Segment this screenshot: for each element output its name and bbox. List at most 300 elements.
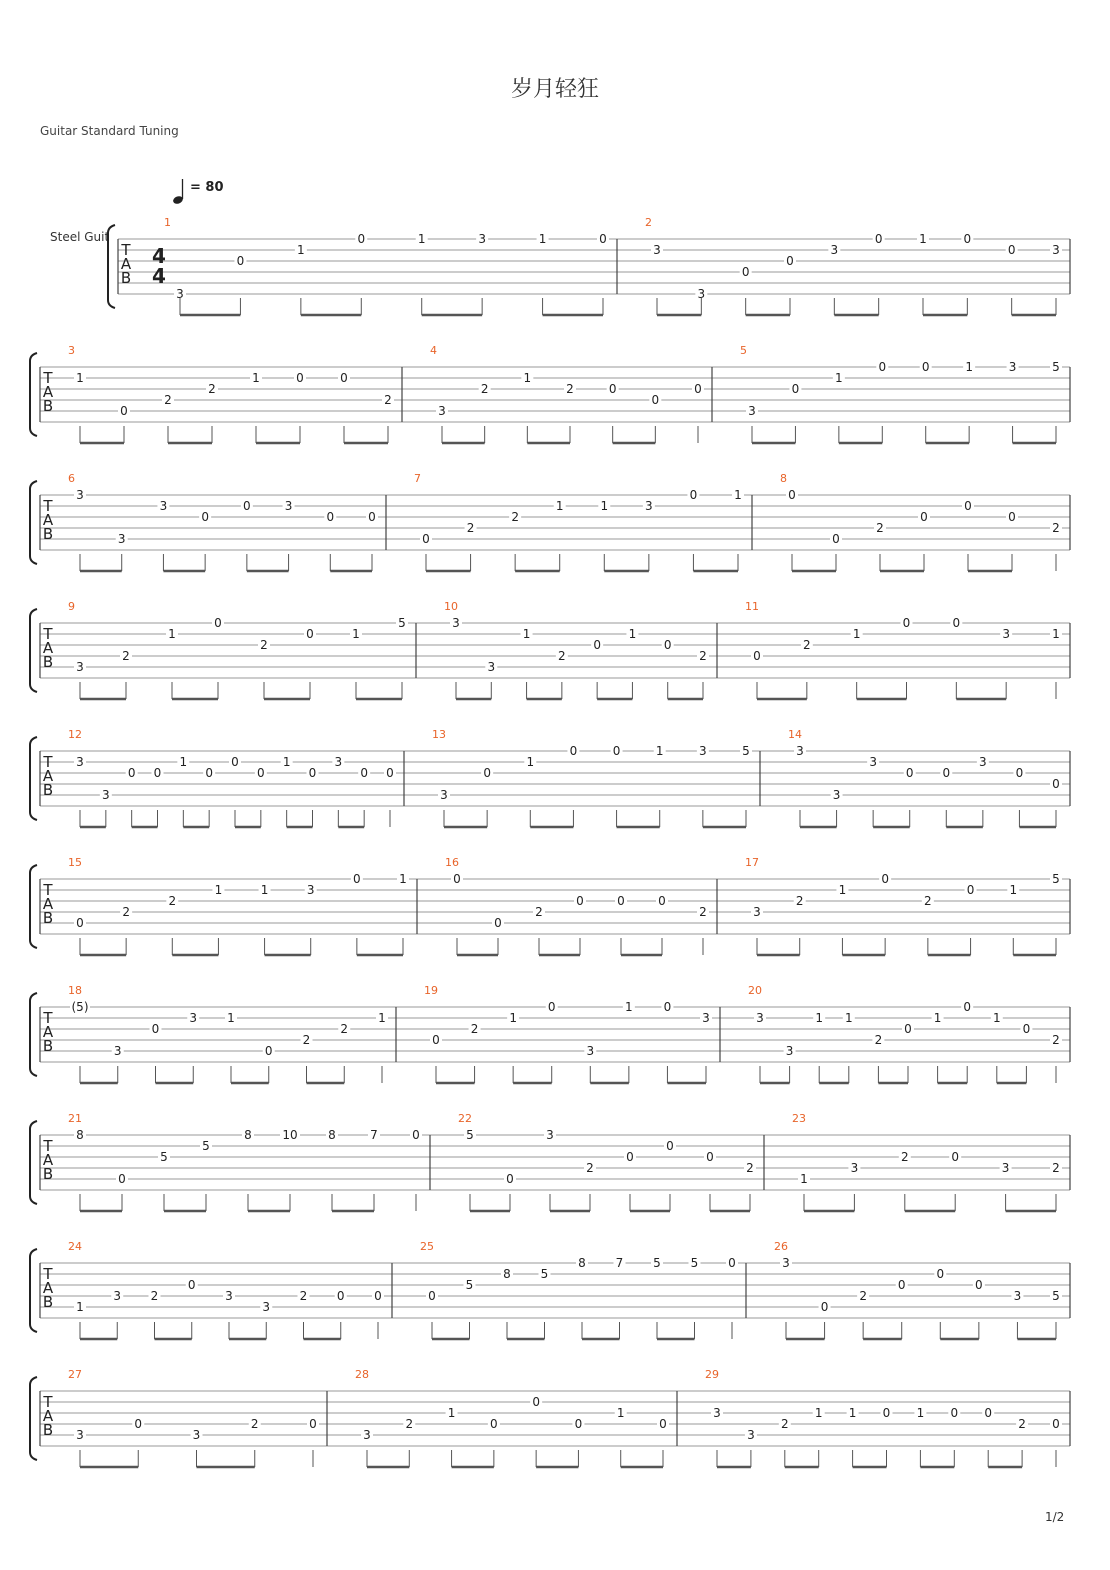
fret-number: 0 xyxy=(689,488,698,502)
tab-clef-letter: T xyxy=(43,497,53,515)
system-bracket xyxy=(30,609,37,692)
fret-number: 1 xyxy=(252,371,260,385)
measure-number: 9 xyxy=(68,600,75,613)
fret-number: 0 xyxy=(340,371,348,385)
fret-number: 0 xyxy=(494,916,502,930)
fret-number: 0 xyxy=(360,766,368,780)
measure-number: 12 xyxy=(68,728,82,741)
fret-number: 2 xyxy=(699,649,707,663)
fret-number: 3 xyxy=(189,1011,198,1025)
fret-number: 3 xyxy=(782,1256,790,1270)
fret-number: 3 xyxy=(478,232,486,246)
fret-number: 2 xyxy=(122,649,130,663)
fret-number: 3 xyxy=(159,499,168,513)
fret-number: 1 xyxy=(965,360,973,374)
fret-number: 2 xyxy=(208,382,216,396)
tab-clef-letter: B xyxy=(42,397,54,415)
fret-number: 0 xyxy=(569,744,578,758)
measure-number: 20 xyxy=(748,984,762,997)
fret-number: 2 xyxy=(558,649,566,663)
tab-clef-letter: T xyxy=(43,1137,53,1155)
fret-number: 0 xyxy=(651,393,660,407)
fret-number: 1 xyxy=(916,1406,925,1420)
fret-number: 7 xyxy=(370,1128,378,1142)
fret-number: 3 xyxy=(830,243,839,257)
measure-number: 22 xyxy=(458,1112,472,1125)
fret-number: 0 xyxy=(663,638,672,652)
measure-number: 18 xyxy=(68,984,82,997)
fret-number: 2 xyxy=(470,1022,479,1036)
fret-number: 1 xyxy=(260,883,269,897)
tab-clef-letter: A xyxy=(42,383,54,401)
fret-number: 3 xyxy=(546,1128,554,1142)
fret-number: 3 xyxy=(102,788,110,802)
fret-number: 0 xyxy=(1052,777,1060,791)
fret-number: 0 xyxy=(1008,510,1016,524)
fret-number: 0 xyxy=(309,1417,317,1431)
tab-clef-letter: A xyxy=(42,895,54,913)
page-number: 1/2 xyxy=(1045,1510,1065,1524)
measure-number: 13 xyxy=(432,728,446,741)
fret-number: 0 xyxy=(904,1022,912,1036)
fret-number: 8 xyxy=(244,1128,252,1142)
fret-number: 1 xyxy=(800,1172,808,1186)
fret-number: 0 xyxy=(706,1150,714,1164)
time-signature-top: 4 xyxy=(152,244,166,268)
instrument-name: Steel Guit xyxy=(50,230,110,244)
fret-number: 3 xyxy=(113,1044,122,1058)
fret-number: 1 xyxy=(399,872,407,886)
fret-number: 0 xyxy=(593,638,601,652)
fret-number: 5 xyxy=(160,1150,168,1164)
fret-number: 1 xyxy=(1009,883,1018,897)
fret-number: 8 xyxy=(503,1267,511,1281)
tab-clef-letter: A xyxy=(42,767,54,785)
fret-number: 3 xyxy=(697,287,706,301)
fret-number: 1 xyxy=(526,755,535,769)
fret-number: 1 xyxy=(227,1011,235,1025)
fret-number: 0 xyxy=(728,1256,736,1270)
score-title: 岁月轻狂 xyxy=(510,77,599,102)
tab-clef-letter: B xyxy=(42,525,54,543)
tab-clef-letter: B xyxy=(42,1293,54,1311)
fret-number: 0 xyxy=(1015,766,1024,780)
measure-number: 17 xyxy=(745,856,759,869)
tab-clef-letter: A xyxy=(120,255,132,273)
fret-number: 0 xyxy=(882,1406,891,1420)
tab-clef-letter: T xyxy=(121,241,131,259)
fret-number: 0 xyxy=(374,1289,382,1303)
fret-number: 0 xyxy=(820,1300,829,1314)
fret-number: 0 xyxy=(964,499,972,513)
fret-number: 2 xyxy=(260,638,268,652)
fret-number: 0 xyxy=(76,916,84,930)
fret-number: 2 xyxy=(795,894,804,908)
fret-number: 3 xyxy=(713,1406,721,1420)
fret-number: 2 xyxy=(780,1417,789,1431)
fret-number: 0 xyxy=(243,499,251,513)
fret-number: 5 xyxy=(465,1278,474,1292)
fret-number: 0 xyxy=(428,1289,436,1303)
fret-number: 0 xyxy=(296,371,304,385)
fret-number: 0 xyxy=(951,1150,960,1164)
fret-number: 0 xyxy=(878,360,887,374)
tab-clef-letter: A xyxy=(42,639,54,657)
fret-number: 0 xyxy=(353,872,361,886)
tab-clef-letter: T xyxy=(43,369,53,387)
measure-number: 26 xyxy=(774,1240,788,1253)
fret-number: 0 xyxy=(984,1406,993,1420)
fret-number: 3 xyxy=(796,744,804,758)
fret-number: 7 xyxy=(615,1256,624,1270)
fret-number: 0 xyxy=(694,382,702,396)
fret-number: 0 xyxy=(963,232,972,246)
fret-number: 1 xyxy=(628,627,637,641)
fret-number: 0 xyxy=(357,232,366,246)
system-bracket xyxy=(30,353,37,436)
fret-number: 10 xyxy=(282,1128,298,1142)
measure-number: 28 xyxy=(355,1368,369,1381)
fret-number: 3 xyxy=(785,1044,794,1058)
fret-number: 0 xyxy=(786,254,794,268)
fret-number: 0 xyxy=(617,894,625,908)
system-bracket xyxy=(30,1377,37,1460)
tab-clef-letter: B xyxy=(42,1037,54,1055)
fret-number: 3 xyxy=(363,1428,371,1442)
fret-number: 0 xyxy=(599,232,607,246)
fret-number: 0 xyxy=(626,1150,634,1164)
fret-number: 1 xyxy=(734,488,742,502)
fret-number: 3 xyxy=(850,1161,859,1175)
tab-clef-letter: T xyxy=(43,753,53,771)
fret-number: 0 xyxy=(231,755,239,769)
fret-number: 3 xyxy=(192,1428,201,1442)
fret-number: 0 xyxy=(412,1128,420,1142)
measure-number: 6 xyxy=(68,472,75,485)
tab-clef-letter: T xyxy=(43,881,53,899)
tab-clef-letter: A xyxy=(42,1151,54,1169)
fret-number: 0 xyxy=(1007,243,1016,257)
fret-number: 2 xyxy=(384,393,392,407)
measure-number: 2 xyxy=(645,216,652,229)
fret-number: 8 xyxy=(328,1128,336,1142)
fret-number: 1 xyxy=(522,627,531,641)
fret-number: 3 xyxy=(645,499,653,513)
fret-number: 0 xyxy=(547,1000,556,1014)
fret-number: 0 xyxy=(153,766,162,780)
fret-number: 0 xyxy=(205,766,213,780)
fret-number: 0 xyxy=(921,360,930,374)
fret-number: 0 xyxy=(832,532,840,546)
fret-number: 1 xyxy=(76,1300,84,1314)
tab-clef-letter: A xyxy=(42,1023,54,1041)
fret-number: 5 xyxy=(1052,1289,1060,1303)
system-bracket xyxy=(30,481,37,564)
fret-number: 3 xyxy=(438,404,446,418)
fret-number: 1 xyxy=(378,1011,386,1025)
fret-number: 2 xyxy=(586,1161,594,1175)
fret-number: 0 xyxy=(1052,1417,1060,1431)
fret-number: 2 xyxy=(746,1161,754,1175)
fret-number: 2 xyxy=(405,1417,414,1431)
fret-number: 1 xyxy=(538,232,547,246)
fret-number: 1 xyxy=(1052,627,1060,641)
fret-number: 2 xyxy=(924,894,932,908)
fret-number: 0 xyxy=(187,1278,196,1292)
fret-number: 1 xyxy=(179,755,188,769)
measure-number: 14 xyxy=(788,728,802,741)
fret-number: 2 xyxy=(1052,521,1060,535)
fret-number: 0 xyxy=(608,382,617,396)
fret-number: 1 xyxy=(655,744,664,758)
measure-number: 16 xyxy=(445,856,459,869)
fret-number: 0 xyxy=(902,616,911,630)
measure-number: 1 xyxy=(164,216,171,229)
fret-number: 3 xyxy=(76,660,84,674)
fret-number: 3 xyxy=(117,532,126,546)
measure-number: 25 xyxy=(420,1240,434,1253)
fret-number: 1 xyxy=(214,883,223,897)
measure-number: 23 xyxy=(792,1112,806,1125)
fret-number: 1 xyxy=(835,371,843,385)
fret-number: 5 xyxy=(1052,360,1060,374)
fret-number: 2 xyxy=(164,393,172,407)
fret-number: 3 xyxy=(76,755,84,769)
fret-number: 0 xyxy=(453,872,461,886)
fret-number: 1 xyxy=(447,1406,456,1420)
fret-number: 2 xyxy=(900,1150,909,1164)
fret-number: 3 xyxy=(586,1044,595,1058)
tab-clef-letter: B xyxy=(42,653,54,671)
fret-number: 5 xyxy=(202,1139,210,1153)
fret-number: 0 xyxy=(663,1000,672,1014)
fret-number: 1 xyxy=(297,243,305,257)
fret-number: 3 xyxy=(832,788,841,802)
fret-number: 2 xyxy=(480,382,489,396)
time-signature-bottom: 4 xyxy=(152,264,166,288)
fret-number: 0 xyxy=(368,510,376,524)
fret-number: 3 xyxy=(225,1289,233,1303)
fret-number: 0 xyxy=(432,1033,440,1047)
fret-number: 2 xyxy=(511,510,519,524)
fret-number: 5 xyxy=(690,1256,699,1270)
fret-number: 0 xyxy=(936,1267,945,1281)
system-bracket xyxy=(30,1121,37,1204)
fret-number: 1 xyxy=(523,371,532,385)
tab-clef-letter: T xyxy=(43,1009,53,1027)
fret-number: 0 xyxy=(576,894,584,908)
fret-number: 5 xyxy=(653,1256,661,1270)
fret-number: 2 xyxy=(876,521,884,535)
tab-clef-letter: B xyxy=(42,781,54,799)
tab-clef-letter: B xyxy=(42,909,54,927)
fret-number: 1 xyxy=(600,499,609,513)
fret-number: 3 xyxy=(1052,243,1060,257)
fret-number: 1 xyxy=(919,232,927,246)
fret-number: 0 xyxy=(658,894,666,908)
fret-number: 0 xyxy=(905,766,914,780)
fret-number: 0 xyxy=(118,1172,126,1186)
fret-number: 1 xyxy=(417,232,426,246)
fret-number: 2 xyxy=(302,1033,311,1047)
fret-number: 0 xyxy=(490,1417,498,1431)
tab-clef-letter: A xyxy=(42,1407,54,1425)
fret-number: 1 xyxy=(168,627,176,641)
fret-number: 0 xyxy=(666,1139,674,1153)
fret-number: 2 xyxy=(803,638,811,652)
fret-number: 0 xyxy=(214,616,222,630)
fret-number: 0 xyxy=(897,1278,906,1292)
system-bracket xyxy=(30,993,37,1076)
fret-number: 3 xyxy=(748,404,756,418)
fret-number: 3 xyxy=(699,744,707,758)
fret-number: 0 xyxy=(326,510,335,524)
fret-number: 3 xyxy=(1013,1289,1022,1303)
fret-number: 2 xyxy=(535,905,543,919)
fret-number: 0 xyxy=(966,883,975,897)
fret-number: 2 xyxy=(122,905,130,919)
fret-number: 0 xyxy=(950,1406,959,1420)
fret-number: 3 xyxy=(702,1011,710,1025)
tuning-label: Guitar Standard Tuning xyxy=(40,124,179,138)
tab-clef-letter: T xyxy=(43,1393,53,1411)
fret-number: 8 xyxy=(578,1256,586,1270)
fret-number: 3 xyxy=(1008,360,1017,374)
fret-number: 0 xyxy=(151,1022,160,1036)
measure-number: 19 xyxy=(424,984,438,997)
fret-number: 2 xyxy=(340,1022,349,1036)
measure-number: 7 xyxy=(414,472,421,485)
fret-number: 0 xyxy=(532,1395,540,1409)
fret-number: 3 xyxy=(487,660,496,674)
fret-number: 5 xyxy=(1052,872,1060,886)
fret-number: 0 xyxy=(308,766,317,780)
fret-number: 0 xyxy=(201,510,209,524)
fret-number: 0 xyxy=(236,254,245,268)
tempo-value: = 80 xyxy=(190,180,224,195)
fret-number: 0 xyxy=(127,766,136,780)
fret-number: 0 xyxy=(574,1417,583,1431)
fret-number: 1 xyxy=(76,371,84,385)
measure-number: 15 xyxy=(68,856,82,869)
fret-number: 1 xyxy=(852,627,861,641)
system-bracket xyxy=(30,737,37,820)
measure-number: 29 xyxy=(705,1368,719,1381)
fret-number: 1 xyxy=(282,755,291,769)
fret-number: 5 xyxy=(466,1128,474,1142)
measure-number: 3 xyxy=(68,344,75,357)
fret-number: 0 xyxy=(386,766,394,780)
fret-number: 0 xyxy=(942,766,951,780)
tab-clef-letter: A xyxy=(42,1279,54,1297)
fret-number: 0 xyxy=(134,1417,143,1431)
fret-number: 3 xyxy=(756,1011,764,1025)
fret-number: 3 xyxy=(76,1428,84,1442)
fret-number: 0 xyxy=(483,766,491,780)
tab-clef-letter: B xyxy=(42,1165,54,1183)
measure-number: 8 xyxy=(780,472,787,485)
fret-number: 2 xyxy=(566,382,574,396)
fret-number: 0 xyxy=(791,382,800,396)
fret-number: 2 xyxy=(1018,1417,1026,1431)
fret-number: 2 xyxy=(168,894,177,908)
fret-number: 1 xyxy=(616,1406,625,1420)
fret-number: 3 xyxy=(76,488,84,502)
fret-number: 0 xyxy=(120,404,128,418)
fret-number: 0 xyxy=(963,1000,972,1014)
fret-number: 3 xyxy=(1001,1161,1010,1175)
measure-number: 10 xyxy=(444,600,458,613)
fret-number: 1 xyxy=(815,1011,824,1025)
tab-clef-letter: B xyxy=(42,1421,54,1439)
tab-clef-letter: T xyxy=(43,625,53,643)
fret-number: 0 xyxy=(306,627,314,641)
system-bracket xyxy=(30,865,37,948)
fret-number: 0 xyxy=(741,265,750,279)
fret-number: 0 xyxy=(920,510,928,524)
tab-clef-letter: B xyxy=(120,269,132,287)
fret-number: 1 xyxy=(814,1406,823,1420)
fret-number: 0 xyxy=(659,1417,667,1431)
system-bracket xyxy=(108,225,115,308)
fret-number: 3 xyxy=(869,755,877,769)
fret-number: 2 xyxy=(699,905,707,919)
measure-number: 11 xyxy=(745,600,759,613)
fret-number: 0 xyxy=(881,872,889,886)
fret-number: 1 xyxy=(848,1406,857,1420)
fret-number: 8 xyxy=(76,1128,84,1142)
fret-number: 5 xyxy=(540,1267,549,1281)
fret-number: 3 xyxy=(653,243,661,257)
fret-number: 3 xyxy=(306,883,315,897)
fret-number: 3 xyxy=(262,1300,271,1314)
measure-number: 24 xyxy=(68,1240,82,1253)
fret-number: 0 xyxy=(264,1044,273,1058)
fret-number: 1 xyxy=(625,1000,633,1014)
fret-number: 0 xyxy=(506,1172,514,1186)
fret-number: 2 xyxy=(250,1417,259,1431)
fret-number: 3 xyxy=(452,616,460,630)
fret-number: 1 xyxy=(555,499,564,513)
fret-number: 3 xyxy=(113,1289,122,1303)
measure-number: 27 xyxy=(68,1368,82,1381)
fret-number: 3 xyxy=(747,1428,755,1442)
fret-number: 2 xyxy=(1052,1161,1060,1175)
fret-number: 1 xyxy=(352,627,360,641)
fret-number: 2 xyxy=(874,1033,883,1047)
fret-number: 5 xyxy=(398,616,406,630)
fret-number: 5 xyxy=(742,744,750,758)
fret-number: 3 xyxy=(440,788,448,802)
fret-number: 0 xyxy=(257,766,265,780)
system-bracket xyxy=(30,1249,37,1332)
fret-number: 1 xyxy=(933,1011,942,1025)
fret-number: 1 xyxy=(509,1011,517,1025)
fret-number: 1 xyxy=(992,1011,1001,1025)
fret-number: 2 xyxy=(150,1289,159,1303)
fret-number: 0 xyxy=(1022,1022,1031,1036)
fret-number: 2 xyxy=(1052,1033,1060,1047)
fret-number: 3 xyxy=(1002,627,1010,641)
fret-number: 0 xyxy=(874,232,883,246)
fret-number: 3 xyxy=(753,905,761,919)
fret-number: 2 xyxy=(299,1289,308,1303)
fret-number: 3 xyxy=(334,755,343,769)
fret-number: 0 xyxy=(612,744,621,758)
measure-number: 5 xyxy=(740,344,747,357)
fret-number: 3 xyxy=(979,755,987,769)
fret-number: 0 xyxy=(952,616,961,630)
